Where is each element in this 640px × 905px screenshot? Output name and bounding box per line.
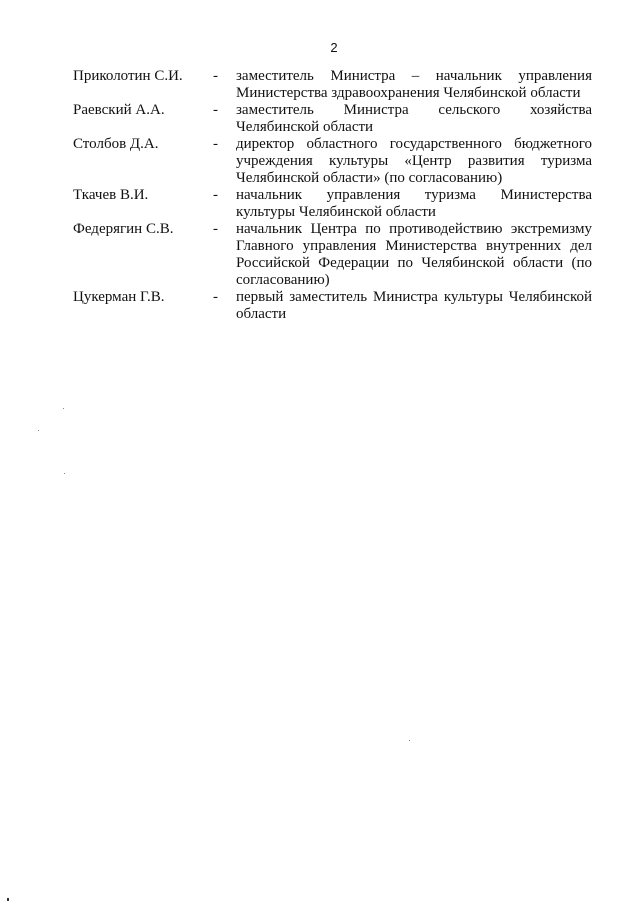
list-item [73,102,593,136]
separator-dash: - [213,221,218,237]
scan-speck [409,740,410,741]
member-name: Приколотин С.И. [73,68,183,84]
member-position: заместитель Министра – начальник управления Министерства здравоохранения Челябинской области [236,68,592,101]
member-position: начальник управления туризма Министерства культуры Челябинской области [236,187,592,220]
member-name: Ткачев В.И. [73,187,149,203]
scan-speck [64,473,65,474]
list-item [73,136,593,187]
scan-speck [38,430,39,431]
member-position: директор областного государственного бюджетного учреждения культуры «Центр развития туризма Челябинской области» (по согласованию) [236,136,592,186]
list-item [73,68,593,102]
member-list [73,68,593,323]
list-item [73,221,593,289]
separator-dash: - [213,102,218,118]
list-item [73,289,593,323]
list-item [73,187,593,221]
member-position: начальник Центра по противодействию экстремизму Главного управления Министерства внутренних дел Российской Федерации по Челябинской области (по согласованию) [236,221,592,288]
separator-dash: - [213,289,218,305]
separator-dash: - [213,68,218,84]
member-name: Раевский А.А. [73,102,165,118]
separator-dash: - [213,187,218,203]
member-position: заместитель Министра сельского хозяйства Челябинской области [236,102,592,135]
separator-dash: - [213,136,218,152]
scan-speck [63,408,64,409]
scan-speck [7,898,9,901]
member-name: Столбов Д.А. [73,136,159,152]
page-number: 2 [330,40,338,55]
member-name: Цукерман Г.В. [73,289,165,305]
member-position: первый заместитель Министра культуры Челябинской области [236,289,592,322]
member-name: Федерягин С.В. [73,221,174,237]
